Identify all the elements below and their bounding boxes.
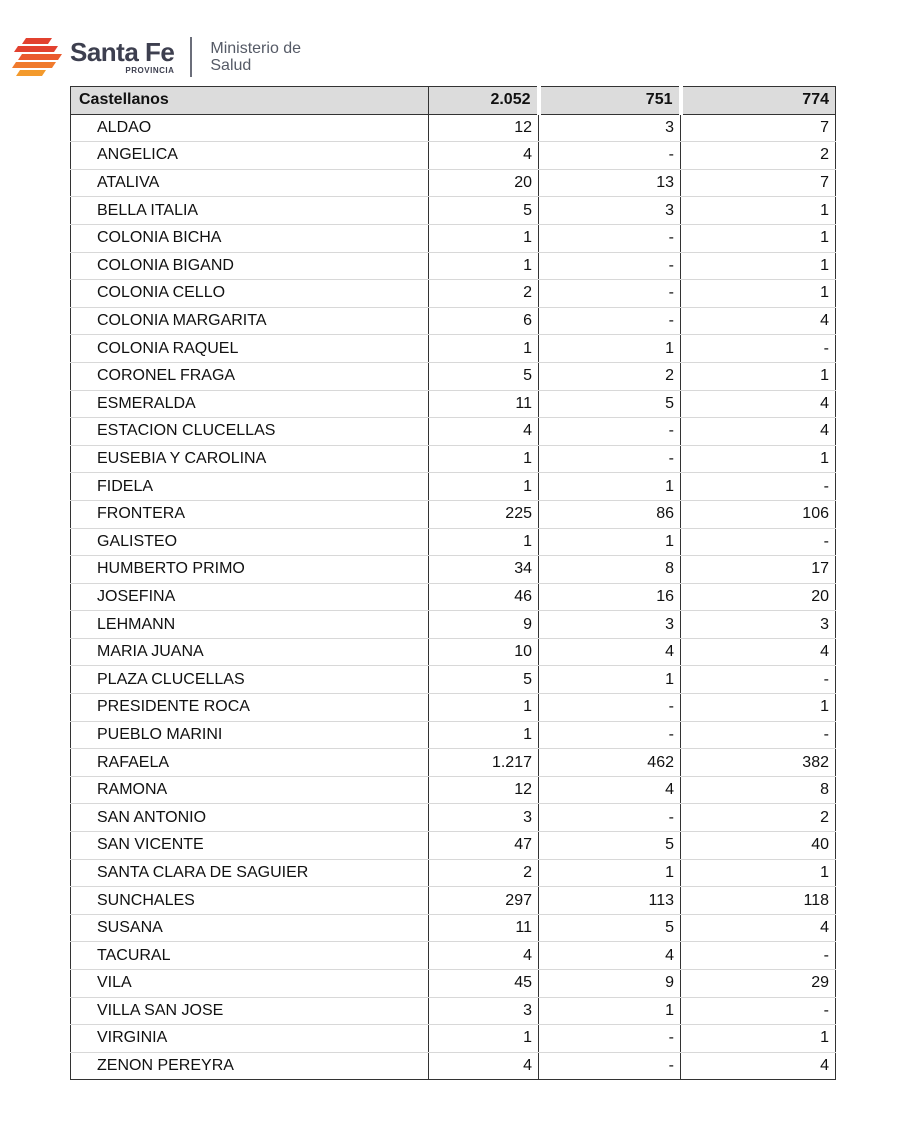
table-row [71, 859, 836, 887]
col-1-value: 34 [429, 556, 539, 584]
table-row [71, 114, 836, 142]
col-2-value: 4 [539, 942, 681, 970]
col-1-value: 3 [429, 804, 539, 832]
locality-name: SANTA CLARA DE SAGUIER [71, 859, 429, 887]
col-2-value: 4 [539, 776, 681, 804]
table-row [71, 473, 836, 501]
locality-name: ALDAO [71, 114, 429, 142]
col-3-value: 4 [681, 1052, 836, 1080]
col-2-value: 3 [539, 114, 681, 142]
col-3-value: - [681, 997, 836, 1025]
col-1-value: 47 [429, 832, 539, 860]
ministry-line-1: Ministerio de [210, 40, 302, 57]
table-row [71, 1025, 836, 1053]
table-row [71, 721, 836, 749]
col-2-value: - [539, 1052, 681, 1080]
locality-name: COLONIA BICHA [71, 224, 429, 252]
department-row [71, 87, 836, 115]
table-row [71, 666, 836, 694]
locality-name: VILLA SAN JOSE [71, 997, 429, 1025]
header-divider [190, 37, 192, 77]
col-3-value: - [681, 942, 836, 970]
col-3-value: 8 [681, 776, 836, 804]
col-3-value: 3 [681, 611, 836, 639]
locality-name: JOSEFINA [71, 583, 429, 611]
col-2-value: - [539, 418, 681, 446]
locality-name: RAMONA [71, 776, 429, 804]
locality-name: ESTACION CLUCELLAS [71, 418, 429, 446]
department-col-2: 751 [539, 87, 681, 115]
table-row [71, 252, 836, 280]
col-2-value: - [539, 142, 681, 170]
col-1-value: 6 [429, 307, 539, 335]
table-row [71, 362, 836, 390]
col-1-value: 5 [429, 666, 539, 694]
col-1-value: 5 [429, 197, 539, 225]
col-1-value: 225 [429, 500, 539, 528]
col-2-value: 1 [539, 473, 681, 501]
col-1-value: 46 [429, 583, 539, 611]
col-2-value: 462 [539, 749, 681, 777]
col-2-value: - [539, 721, 681, 749]
table-row [71, 445, 836, 473]
col-1-value: 5 [429, 362, 539, 390]
col-2-value: - [539, 224, 681, 252]
col-2-value: 5 [539, 390, 681, 418]
col-3-value: 29 [681, 970, 836, 998]
locality-name: TACURAL [71, 942, 429, 970]
col-2-value: - [539, 307, 681, 335]
table-row [71, 1052, 836, 1080]
brand [70, 39, 174, 75]
table-row [71, 694, 836, 722]
col-3-value: 382 [681, 749, 836, 777]
col-2-value: 1 [539, 528, 681, 556]
locality-name: ATALIVA [71, 169, 429, 197]
table-row [71, 169, 836, 197]
col-3-value: 1 [681, 1025, 836, 1053]
col-3-value: 1 [681, 859, 836, 887]
col-2-value: 86 [539, 500, 681, 528]
table-row [71, 307, 836, 335]
col-1-value: 10 [429, 638, 539, 666]
brand-name: Santa Fe [70, 37, 175, 67]
locality-name: ZENON PEREYRA [71, 1052, 429, 1080]
table-row [71, 970, 836, 998]
col-1-value: 1 [429, 473, 539, 501]
col-2-value: 4 [539, 638, 681, 666]
col-3-value: 1 [681, 197, 836, 225]
locality-name: COLONIA BIGAND [71, 252, 429, 280]
locality-name: PUEBLO MARINI [71, 721, 429, 749]
col-1-value: 3 [429, 997, 539, 1025]
department-col-3: 774 [681, 87, 836, 115]
locality-name: MARIA JUANA [71, 638, 429, 666]
col-1-value: 1 [429, 224, 539, 252]
col-1-value: 4 [429, 942, 539, 970]
table-row [71, 611, 836, 639]
department-col-1: 2.052 [429, 87, 539, 115]
col-2-value: - [539, 694, 681, 722]
col-3-value: 1 [681, 224, 836, 252]
table-row [71, 197, 836, 225]
col-3-value: 7 [681, 169, 836, 197]
col-2-value: - [539, 280, 681, 308]
col-3-value: 118 [681, 887, 836, 915]
locality-name: COLONIA MARGARITA [71, 307, 429, 335]
table-row [71, 390, 836, 418]
col-1-value: 11 [429, 390, 539, 418]
col-3-value: - [681, 721, 836, 749]
santa-fe-logo-icon [12, 36, 66, 78]
table-row [71, 335, 836, 363]
table-row [71, 556, 836, 584]
col-2-value: 13 [539, 169, 681, 197]
table-row [71, 142, 836, 170]
col-1-value: 12 [429, 776, 539, 804]
locality-name: SAN ANTONIO [71, 804, 429, 832]
locality-name: EUSEBIA Y CAROLINA [71, 445, 429, 473]
table-row [71, 500, 836, 528]
table-row [71, 280, 836, 308]
table-row [71, 776, 836, 804]
locality-name: CORONEL FRAGA [71, 362, 429, 390]
col-2-value: 16 [539, 583, 681, 611]
table-row [71, 749, 836, 777]
locality-name: VILA [71, 970, 429, 998]
locality-name: PRESIDENTE ROCA [71, 694, 429, 722]
col-1-value: 1 [429, 694, 539, 722]
col-1-value: 12 [429, 114, 539, 142]
table-row [71, 832, 836, 860]
col-3-value: 4 [681, 418, 836, 446]
locality-name: HUMBERTO PRIMO [71, 556, 429, 584]
col-3-value: 20 [681, 583, 836, 611]
locality-name: RAFAELA [71, 749, 429, 777]
col-2-value: 1 [539, 666, 681, 694]
locality-name: SUSANA [71, 914, 429, 942]
col-3-value: 7 [681, 114, 836, 142]
locality-name: COLONIA CELLO [71, 280, 429, 308]
col-3-value: - [681, 666, 836, 694]
locality-name: GALISTEO [71, 528, 429, 556]
locality-name: ESMERALDA [71, 390, 429, 418]
brand-subtitle: PROVINCIA [125, 66, 175, 75]
col-2-value: 1 [539, 997, 681, 1025]
col-2-value: - [539, 445, 681, 473]
col-3-value: 4 [681, 638, 836, 666]
col-3-value: 1 [681, 252, 836, 280]
col-3-value: 4 [681, 307, 836, 335]
table-row [71, 583, 836, 611]
ministry-name [210, 40, 301, 74]
locality-name: COLONIA RAQUEL [71, 335, 429, 363]
col-3-value: 2 [681, 804, 836, 832]
col-3-value: 1 [681, 694, 836, 722]
locality-name: SAN VICENTE [71, 832, 429, 860]
col-1-value: 1 [429, 335, 539, 363]
col-3-value: 2 [681, 142, 836, 170]
col-3-value: 17 [681, 556, 836, 584]
locality-name: FIDELA [71, 473, 429, 501]
col-3-value: 40 [681, 832, 836, 860]
table-row [71, 914, 836, 942]
col-1-value: 4 [429, 142, 539, 170]
col-1-value: 1 [429, 252, 539, 280]
locality-name: PLAZA CLUCELLAS [71, 666, 429, 694]
locality-name: VIRGINIA [71, 1025, 429, 1053]
table-row [71, 887, 836, 915]
col-1-value: 2 [429, 859, 539, 887]
col-2-value: - [539, 804, 681, 832]
col-1-value: 1 [429, 1025, 539, 1053]
col-3-value: - [681, 473, 836, 501]
table-row [71, 942, 836, 970]
col-1-value: 4 [429, 1052, 539, 1080]
table-row [71, 997, 836, 1025]
locality-name: BELLA ITALIA [71, 197, 429, 225]
col-3-value: 106 [681, 500, 836, 528]
col-2-value: 1 [539, 859, 681, 887]
col-2-value: 5 [539, 832, 681, 860]
col-3-value: 4 [681, 914, 836, 942]
col-2-value: 9 [539, 970, 681, 998]
table-row [71, 638, 836, 666]
col-3-value: 1 [681, 445, 836, 473]
ministry-line-2: Salud [210, 57, 252, 74]
col-1-value: 1 [429, 528, 539, 556]
col-2-value: 8 [539, 556, 681, 584]
col-2-value: 1 [539, 335, 681, 363]
locality-name: SUNCHALES [71, 887, 429, 915]
col-2-value: 113 [539, 887, 681, 915]
col-3-value: 4 [681, 390, 836, 418]
col-1-value: 1 [429, 445, 539, 473]
col-2-value: 3 [539, 611, 681, 639]
page-header [12, 34, 301, 80]
table-row [71, 528, 836, 556]
col-1-value: 20 [429, 169, 539, 197]
locality-name: ANGELICA [71, 142, 429, 170]
col-1-value: 45 [429, 970, 539, 998]
col-3-value: - [681, 335, 836, 363]
table-row [71, 418, 836, 446]
col-1-value: 1 [429, 721, 539, 749]
locality-name: FRONTERA [71, 500, 429, 528]
col-2-value: - [539, 1025, 681, 1053]
col-1-value: 11 [429, 914, 539, 942]
col-1-value: 4 [429, 418, 539, 446]
col-1-value: 1.217 [429, 749, 539, 777]
col-1-value: 2 [429, 280, 539, 308]
col-2-value: - [539, 252, 681, 280]
col-1-value: 9 [429, 611, 539, 639]
department-name: Castellanos [71, 87, 429, 115]
col-3-value: - [681, 528, 836, 556]
localities-table [70, 86, 836, 1080]
col-3-value: 1 [681, 280, 836, 308]
col-2-value: 5 [539, 914, 681, 942]
col-2-value: 2 [539, 362, 681, 390]
col-3-value: 1 [681, 362, 836, 390]
table-row [71, 224, 836, 252]
col-1-value: 297 [429, 887, 539, 915]
locality-name: LEHMANN [71, 611, 429, 639]
col-2-value: 3 [539, 197, 681, 225]
table-row [71, 804, 836, 832]
